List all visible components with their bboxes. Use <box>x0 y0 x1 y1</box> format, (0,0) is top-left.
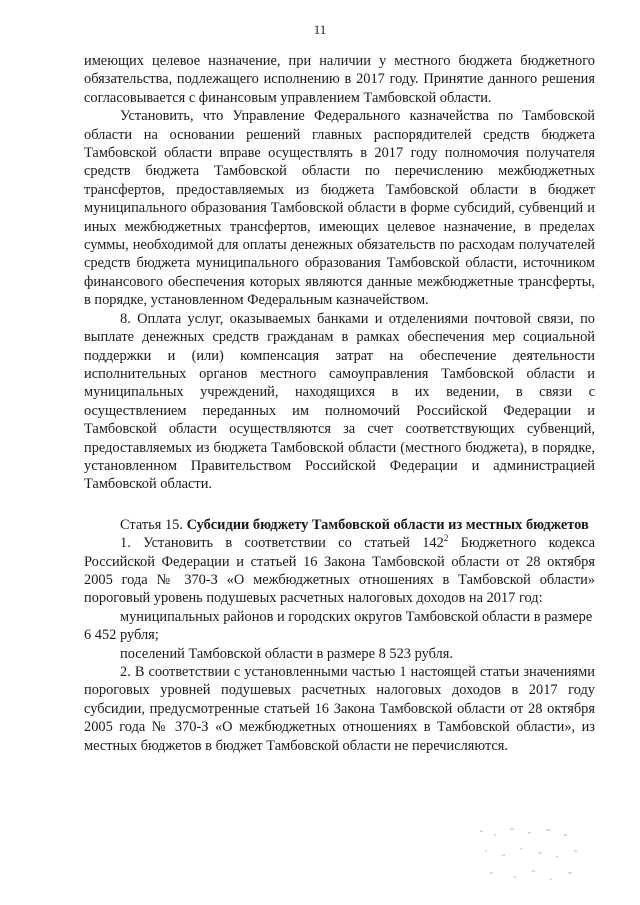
paragraph-item-8: 8. Оплата услуг, оказываемых банками и отделениями почтовой связи, по выплате денежных средств гражданам в рамках обеспечения мер социальной поддержки и (или) компенсация затрат на обеспечение деятельности исполнительных органов местного самоуправления Тамбовской области и муниципальных учреждений, находящихся в их ведении, в связи с осуществлением переданных им полномочий Российской Федерации и Тамбовской области осуществляются за счет соответствующих субвенций, предоставляемых из бюджета Тамбовской области (местного бюджета), в порядке, установленном Правительством Российской Федерации и администрацией Тамбовской области. <box>84 310 595 493</box>
paragraph-treasury-authority: Установить, что Управление Федерального казначейства по Тамбовской области на основании решений главных распорядителей средств бюджета Тамбовской области вправе осуществлять в 2017 году полномочия получателя средств бюджета Тамбовской области по перечислению межбюджетных трансфертов, предоставляемых из бюджета Тамбовской области в бюджет муниципального образования Тамбовской области в форме субсидий, субвенций и иных межбюджетных трансфертов, имеющих целевое назначение, в пределах суммы, необходимой для оплаты денежных обязательств по расходам получателей средств бюджета муниципального образования Тамбовской области, источником финансового обеспечения которых являются данные межбюджетные трансферты, в порядке, установленном Федеральным казначейством. <box>84 108 595 309</box>
article-label: Статья 15. <box>120 516 183 533</box>
document-body <box>84 52 595 755</box>
faint-stamp-mark <box>470 822 590 892</box>
article-heading: Субсидии бюджету Тамбовской области из местных бюджетов <box>186 516 589 533</box>
article-paragraph-2: 2. В соответствии с установленными частью 1 настоящей статьи значениями пороговых уровней подушевых расчетных налоговых доходов в 2017 году субсидии, предусмотренные статьей 16 Закона Тамбовской области от 28 октября 2005 года № 370-З «О межбюджетных отношениях в Тамбовской области», из местных бюджетов в бюджет Тамбовской области не перечисляются. <box>84 664 595 754</box>
article-title <box>84 516 595 534</box>
paragraph-continuation: имеющих целевое назначение, при наличии у местного бюджета бюджетного обязательства, подлежащего исполнению в 2017 году. Принятие данного решения согласовывается с финансовым управлением Тамбовской области. <box>84 53 595 106</box>
article-paragraph-1 <box>84 534 595 608</box>
section-gap <box>84 494 595 516</box>
page-number: 11 <box>313 22 327 37</box>
threshold-settlements: поселений Тамбовской области в размере 8 523 рубля. <box>120 645 453 662</box>
threshold-municipal-districts: муниципальных районов и городских округов Тамбовской области в размере 6 452 рубля; <box>84 608 593 644</box>
article-paragraph-1-start: 1. Установить в соответствии со статьей 142 <box>120 535 444 552</box>
superscript-index: 2 <box>443 533 449 544</box>
article-paragraph-1-end: Бюджетного кодекса Российской Федерации и статьей 16 Закона Тамбовской области от 28 октября 2005 года № 370-З «О межбюджетных отношениях в Тамбовской области» пороговый уровень подушевых расчетных налоговых доходов на 2017 год: <box>84 535 595 607</box>
